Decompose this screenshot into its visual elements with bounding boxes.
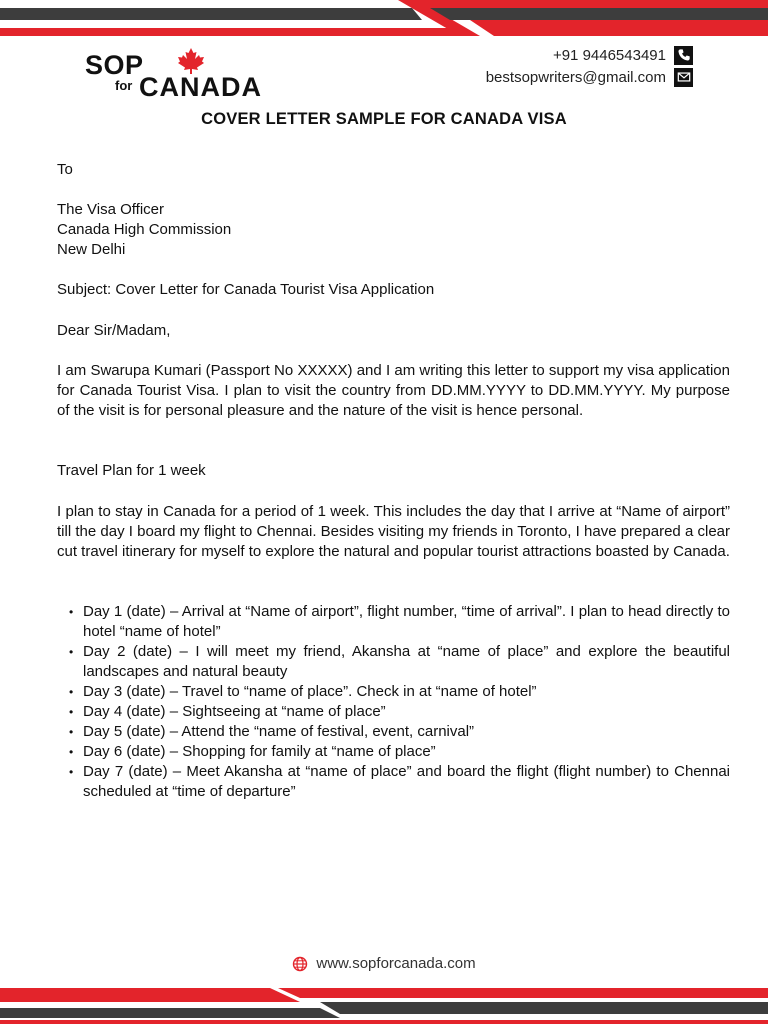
bullet-icon: • xyxy=(69,705,74,719)
bullet-icon: • xyxy=(69,645,74,659)
footer-band-red-left xyxy=(0,988,300,1002)
recipient-to: To xyxy=(57,161,73,178)
itinerary-item xyxy=(57,722,730,742)
itinerary-text: Day 3 (date) – Travel to “name of place”. Check in at “name of hotel” xyxy=(83,683,537,700)
address-line: New Delhi xyxy=(57,241,126,258)
footer-band-dark-right xyxy=(320,1002,768,1014)
header-decorative-band xyxy=(0,0,768,40)
letter-paragraph-intro: I am Swarupa Kumari (Passport No XXXXX) and I am writing this letter to support my visa application for Canada Tourist Visa. I plan to visit the country from DD.MM.YYYY to DD.MM.YYYY. My purpose of the visit is for personal pleasure and the nature of the visit is hence personal. xyxy=(57,362,730,419)
sop-for-canada-logo xyxy=(85,48,265,102)
itinerary-item xyxy=(57,762,730,802)
footer-band-dark-left xyxy=(0,1008,340,1018)
logo-for-text: for xyxy=(115,78,133,93)
itinerary-item xyxy=(57,702,730,722)
bullet-icon: • xyxy=(69,685,74,699)
itinerary-text: Day 2 (date) – I will meet my friend, Akansha at “name of place” and explore the beautiful landscapes and natural beauty xyxy=(83,643,730,680)
itinerary-item xyxy=(57,682,730,702)
website-link[interactable]: www.sopforcanada.com xyxy=(316,955,476,972)
footer-band-red-wedge xyxy=(278,988,768,998)
logo-canada-text: CANADA xyxy=(139,72,262,102)
phone-contact xyxy=(553,45,693,65)
header-band-red-right xyxy=(470,20,768,36)
bullet-icon: • xyxy=(69,765,74,779)
globe-icon xyxy=(292,956,308,972)
itinerary-item xyxy=(57,742,730,762)
header-band-red-stripe xyxy=(0,28,470,36)
itinerary-text: Day 7 (date) – Meet Akansha at “name of place” and board the flight (flight number) to Chennai scheduled at “time of departure” xyxy=(83,763,730,800)
letter-paragraph-stay: I plan to stay in Canada for a period of 1 week. This includes the day that I arrive at “Name of airport” till the day I board my flight to Chennai. Besides visiting my friends in Toronto, I have prepared a clear cut travel itinerary for myself to explore the natural and popular tourist attractions boasted by Canada. xyxy=(57,503,730,560)
footer xyxy=(0,955,768,972)
footer-decorative-band xyxy=(0,984,768,1024)
travel-plan-heading: Travel Plan for 1 week xyxy=(57,462,206,479)
footer-band-red-bottom xyxy=(0,1020,768,1024)
itinerary-text: Day 4 (date) – Sightseeing at “name of place” xyxy=(83,703,386,720)
itinerary-item xyxy=(57,642,730,682)
header-band-dark-stripe xyxy=(0,8,422,20)
email-contact xyxy=(486,67,693,87)
bullet-icon: • xyxy=(69,725,74,739)
document-title: COVER LETTER SAMPLE FOR CANADA VISA xyxy=(201,110,567,128)
recipient-address xyxy=(57,200,730,260)
envelope-icon xyxy=(674,68,693,87)
letter-subject: Subject: Cover Letter for Canada Tourist Visa Application xyxy=(57,281,435,298)
itinerary-text: Day 6 (date) – Shopping for family at “name of place” xyxy=(83,743,436,760)
phone-icon xyxy=(674,46,693,65)
itinerary-item xyxy=(57,602,730,642)
email-address[interactable]: bestsopwriters@gmail.com xyxy=(485,68,666,86)
itinerary-list xyxy=(57,602,730,802)
phone-number: +91 9446543491 xyxy=(552,46,666,64)
header-band-dark-wedge xyxy=(430,8,768,20)
maple-leaf-icon xyxy=(177,48,205,74)
address-line: Canada High Commission xyxy=(57,221,232,238)
itinerary-text: Day 5 (date) – Attend the “name of festival, event, carnival” xyxy=(83,723,475,740)
bullet-icon: • xyxy=(69,605,74,619)
bullet-icon: • xyxy=(69,745,74,759)
itinerary-text: Day 1 (date) – Arrival at “Name of airport”, flight number, “time of arrival”. I plan to head directly to hotel “name of hotel” xyxy=(83,603,730,640)
letter-salutation: Dear Sir/Madam, xyxy=(57,322,171,339)
address-line: The Visa Officer xyxy=(57,201,164,218)
logo-sop-text: SOP xyxy=(85,50,144,80)
